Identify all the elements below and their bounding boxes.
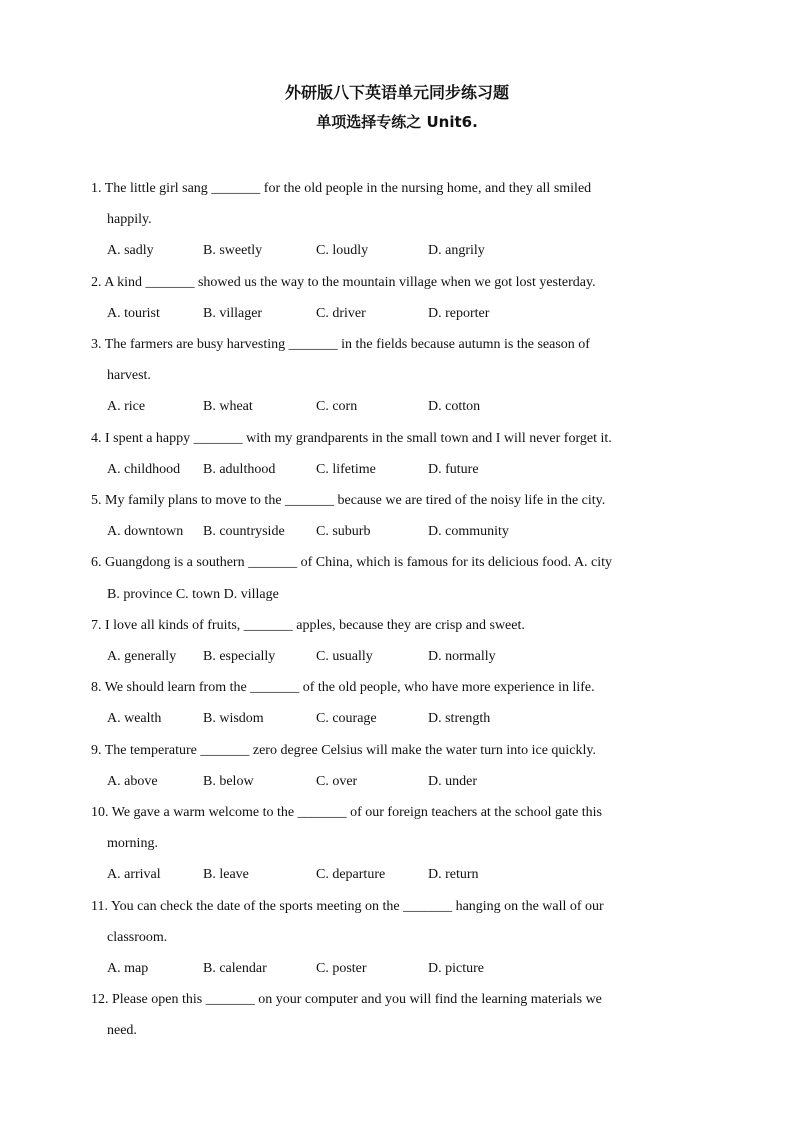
question-line: 1. The little girl sang _______ for the old people in the nursing home, and they all smiled: [91, 181, 592, 196]
question-list: [91, 173, 703, 1047]
answer-option: D. normally: [428, 649, 496, 665]
question-text: [91, 329, 703, 391]
answer-option: C. poster: [316, 961, 367, 977]
answer-option: B. wheat: [203, 399, 253, 415]
answer-option: D. under: [428, 773, 477, 789]
answer-option: C. over: [316, 773, 358, 789]
answer-option: A. above: [107, 773, 158, 789]
answer-option: B. adulthood: [203, 461, 276, 477]
question-line: 3. The farmers are busy harvesting _______ in the fields because autumn is the season of: [91, 337, 590, 353]
answer-option: B. sweetly: [203, 243, 263, 259]
question-line: 12. Please open this _______ on your computer and you will find the learning materials we: [91, 992, 602, 1008]
answer-option: D. reporter: [428, 305, 490, 321]
question-text: [91, 547, 703, 609]
question-line: 6. Guangdong is a southern _______ of China, which is famous for its delicious food. A. city: [91, 555, 613, 571]
answer-option: D. future: [428, 461, 479, 477]
answer-option: B. leave: [203, 867, 249, 883]
answer-options: [91, 766, 703, 797]
page-title: 外研版八下英语单元同步练习题: [284, 83, 509, 102]
question-text: [91, 735, 703, 766]
answer-option: D. strength: [428, 711, 491, 727]
answer-options: [91, 235, 703, 266]
question-line-continued: happily.: [107, 212, 152, 228]
question-line: 11. You can check the date of the sports meeting on the _______ hanging on the wall of our: [91, 898, 604, 914]
answer-option: C. usually: [316, 649, 373, 665]
answer-options: [91, 953, 703, 984]
answer-options: [91, 391, 703, 422]
question-item: [91, 485, 703, 547]
answer-option: B. countryside: [203, 524, 285, 540]
question-line: 2. A kind _______ showed us the way to the mountain village when we got lost yesterday.: [91, 274, 596, 290]
question-line-continued: harvest.: [107, 368, 151, 384]
question-line: 8. We should learn from the _______ of the old people, who have more experience in life.: [91, 680, 595, 696]
question-line: 7. I love all kinds of fruits, _______ apples, because they are crisp and sweet.: [91, 617, 525, 633]
answer-option: C. corn: [316, 399, 358, 415]
question-line: 4. I spent a happy _______ with my grandparents in the small town and I will never forget it.: [91, 430, 612, 446]
question-line-continued: need.: [107, 1023, 137, 1039]
answer-option: D. return: [428, 867, 479, 883]
question-text: [91, 267, 703, 298]
answer-option: B. calendar: [203, 961, 267, 977]
answer-option: A. downtown: [107, 524, 184, 540]
page-subtitle: 单项选择专练之 Unit6.: [316, 113, 478, 131]
question-item: [91, 797, 703, 891]
question-text: [91, 672, 703, 703]
answer-options: [91, 859, 703, 890]
answer-option: A. generally: [107, 649, 177, 665]
question-line: 10. We gave a warm welcome to the _______ of our foreign teachers at the school gate this: [91, 805, 603, 821]
question-item: [91, 735, 703, 797]
answer-option: D. angrily: [428, 243, 485, 259]
answer-option: C. departure: [316, 867, 386, 883]
answer-option: C. loudly: [316, 243, 369, 259]
answer-option: A. tourist: [107, 305, 160, 321]
answer-options: [91, 516, 703, 547]
answer-option: A. map: [107, 961, 149, 977]
question-line-continued: morning.: [107, 836, 158, 852]
answer-option: D. community: [428, 524, 509, 540]
question-item: [91, 547, 703, 609]
question-item: [91, 672, 703, 734]
answer-options: [91, 454, 703, 485]
question-line: 9. The temperature _______ zero degree Celsius will make the water turn into ice quickly.: [91, 742, 597, 758]
answer-option: A. sadly: [107, 243, 154, 259]
answer-option: B. wisdom: [203, 711, 264, 727]
answer-option: C. suburb: [316, 524, 371, 540]
answer-option: A. childhood: [107, 461, 181, 477]
question-item: [91, 891, 703, 985]
question-item: [91, 329, 703, 423]
question-line: 5. My family plans to move to the _______ because we are tired of the noisy life in the city.: [91, 493, 606, 509]
answer-option: C. lifetime: [316, 461, 376, 477]
answer-option: B. especially: [203, 649, 276, 665]
question-item: [91, 423, 703, 485]
question-text: [91, 423, 703, 454]
answer-option: B. villager: [203, 305, 263, 321]
question-text: [91, 891, 703, 953]
answer-option: D. picture: [428, 961, 484, 977]
question-line-continued: B. province C. town D. village: [107, 586, 279, 602]
question-item: [91, 173, 703, 267]
question-text: [91, 485, 703, 516]
answer-options: [91, 703, 703, 734]
question-text: [91, 984, 703, 1046]
answer-option: A. wealth: [107, 711, 162, 727]
answer-option: A. rice: [107, 399, 146, 415]
answer-option: C. driver: [316, 305, 366, 321]
answer-options: [91, 641, 703, 672]
answer-option: B. below: [203, 773, 254, 789]
answer-option: A. arrival: [107, 867, 161, 883]
question-item: [91, 267, 703, 329]
question-line-continued: classroom.: [107, 929, 168, 945]
question-text: [91, 797, 703, 859]
question-item: [91, 984, 703, 1046]
question-item: [91, 610, 703, 672]
answer-option: C. courage: [316, 711, 377, 727]
question-text: [91, 173, 703, 235]
answer-option: D. cotton: [428, 399, 481, 415]
answer-options: [91, 298, 703, 329]
question-text: [91, 610, 703, 641]
